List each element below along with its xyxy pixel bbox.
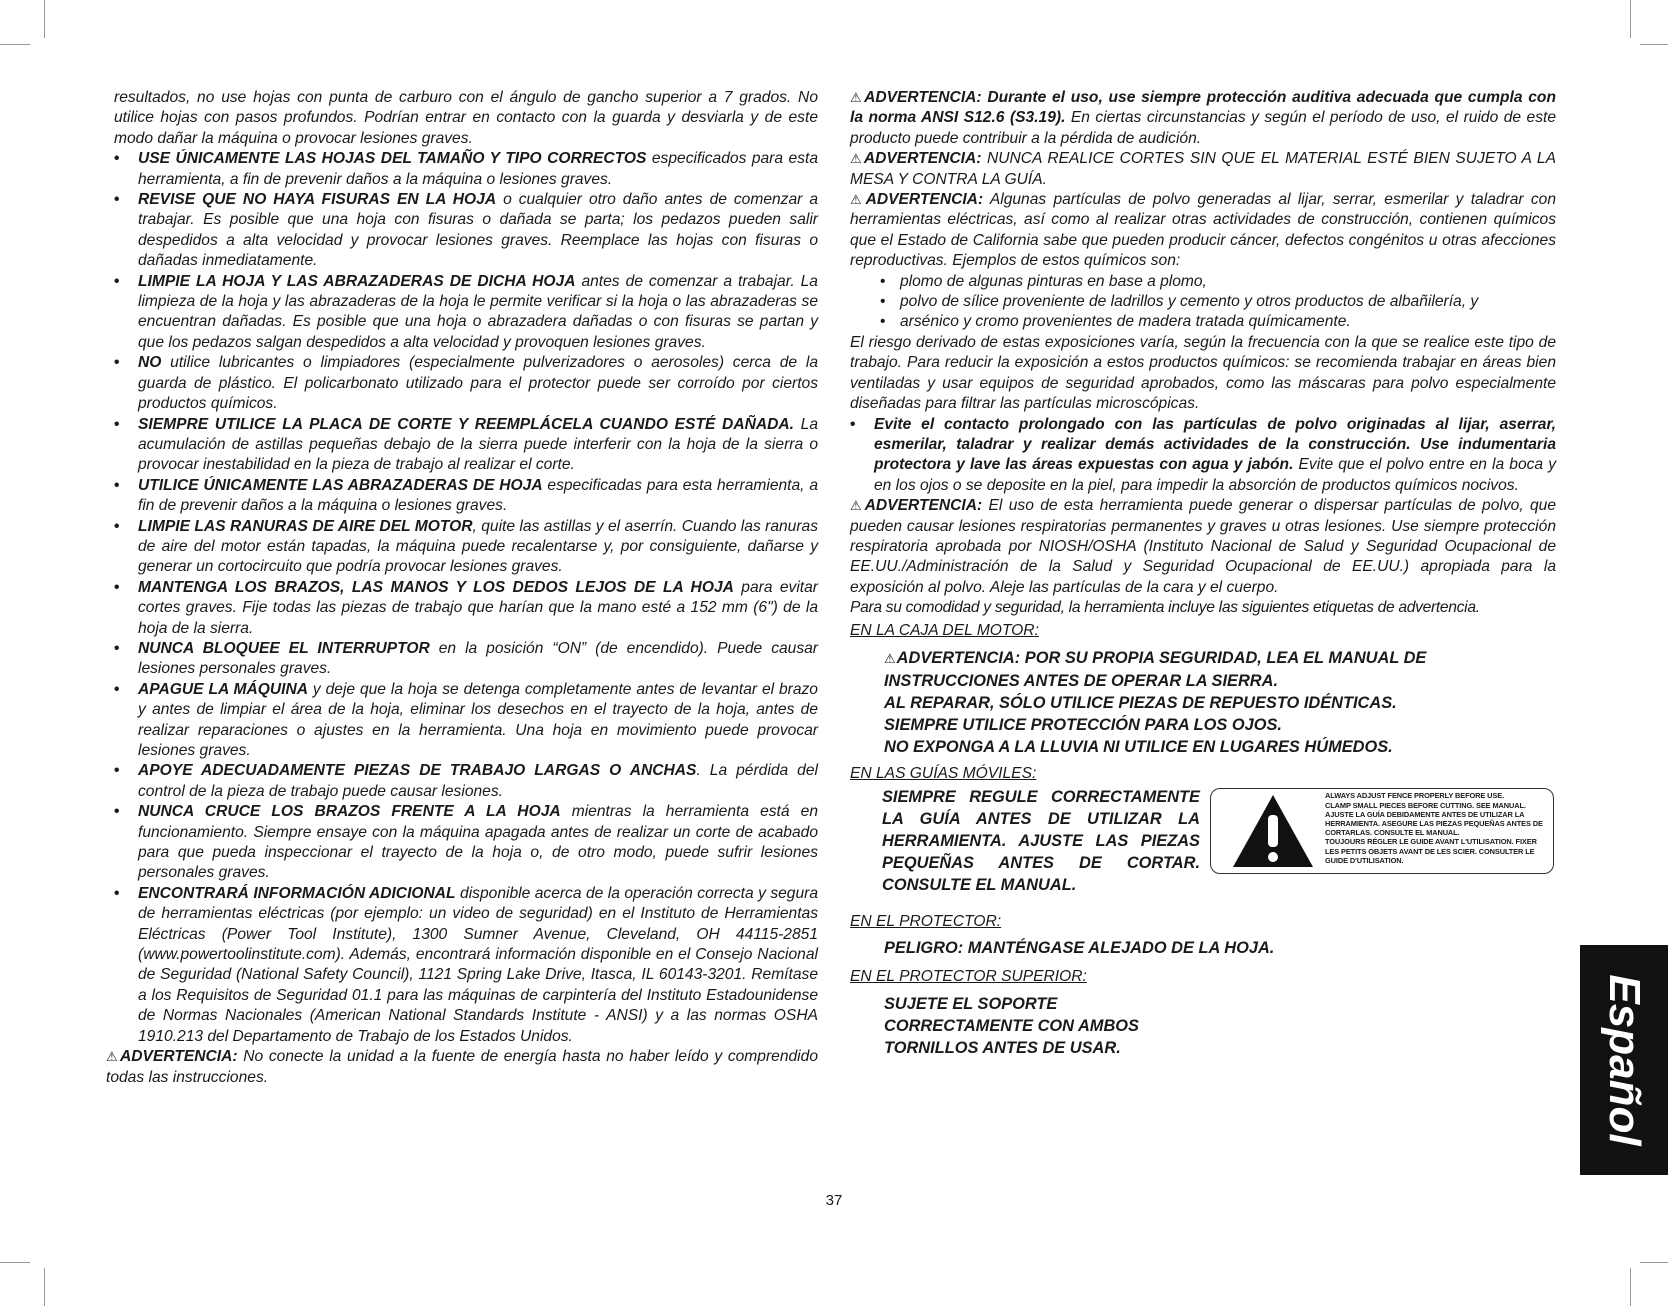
safety-bullet xyxy=(114,761,818,802)
warning-label: ADVERTENCIA: Durante el uso, use siempre protección auditiva adecuada que cumpla con la norma ANSI S12.6 (S3.19). xyxy=(850,89,1556,127)
bullet-text: en la posición “ON” (de encendido). Puede causar lesiones personales graves. xyxy=(138,639,818,678)
safety-bullet xyxy=(114,415,818,476)
page-number: 37 xyxy=(825,1192,843,1209)
sliding-fences-heading: EN LAS GUÍAS MÓVILES: xyxy=(850,764,1037,782)
warning-label: ADVERTENCIA: xyxy=(863,150,982,168)
safety-bullet xyxy=(114,149,818,190)
labels-intro: Para su comodidad y seguridad, la herramienta incluye las siguientes etiquetas de advertencia. xyxy=(850,599,1480,617)
crop-mark xyxy=(44,0,45,38)
crop-mark xyxy=(44,1268,45,1306)
label-line: CLAMP SMALL PIECES BEFORE CUTTING. SEE MANUAL. xyxy=(1325,800,1526,810)
warning-label: ADVERTENCIA: xyxy=(865,191,984,209)
chemical-item: • arsénico y cromo provenientes de madera tratada químicamente. xyxy=(850,312,1556,332)
safety-bullet xyxy=(114,639,818,680)
safety-bullet xyxy=(114,476,818,517)
motor-housing-heading: EN LA CAJA DEL MOTOR: xyxy=(850,621,1039,639)
bullet-text: especificados para esta herramienta, a fin de prevenir daños a la máquina o lesiones graves. xyxy=(138,150,818,188)
chemical-item: • polvo de sílice proveniente de ladrillos y cemento y otros productos de albañilería, y xyxy=(850,292,1556,312)
safety-bullet xyxy=(114,353,818,414)
warning-label: ADVERTENCIA: xyxy=(864,497,983,515)
warning-label: ADVERTENCIA: xyxy=(120,1048,238,1066)
warning-text: Algunas partículas de polvo generadas al lijar, serrar, esmerilar y taladrar con herramientas eléctricas, así como al realizar otras actividades de construcción, contienen químicos que el Estado de California sabe que pueden producir cáncer, defectos congénitos u otras afecciones reproductivas. Ejemplos de estos químicos son: xyxy=(850,191,1556,270)
warning-text: El uso de esta herramienta puede generar o dispersar partículas de polvo, que pueden causar lesiones respiratorias permanentes y graves u otras lesiones. Use siempre protección respiratoria aprobada por NIOSH/OSHA (Instituto Nacional de Salud y Seguridad Ocupacional de EE.UU./Administración de la Salud y Seguridad Ocupacional de EE.UU.) apropiada para la exposición al polvo. Aleje las partículas de la cara y el cuerpo. xyxy=(850,497,1556,596)
language-tab-label: Español xyxy=(1600,974,1649,1146)
warning-icon: ⚠ xyxy=(850,151,863,167)
right-column xyxy=(850,88,1556,1059)
material-warning xyxy=(850,149,1556,190)
final-warning xyxy=(106,1047,818,1088)
guard-label xyxy=(850,937,1556,959)
label-line: SUJETE EL SOPORTE CORRECTAMENTE CON AMBOS TORNILLOS ANTES DE USAR. xyxy=(884,995,1139,1058)
language-tab xyxy=(1580,945,1668,1175)
label-line: AL REPARAR, SÓLO UTILICE PIEZAS DE REPUESTO IDÉNTICAS. xyxy=(884,693,1397,712)
upper-guard-label xyxy=(850,993,1184,1059)
bullet-bold: ENCONTRARÁ INFORMACIÓN ADICIONAL xyxy=(138,884,456,902)
label-line: ALWAYS ADJUST FENCE PROPERLY BEFORE USE. xyxy=(1325,791,1505,801)
left-column xyxy=(106,88,819,1088)
upper-guard-heading: EN EL PROTECTOR SUPERIOR: xyxy=(850,967,1087,985)
bullet-text: , quite las astillas y el aserrín. Cuando las ranuras de aire del motor están tapadas, la máquina puede recalentarse y, por consiguiente, dañarse y generar un cortocircuito que podría provocar lesiones graves. xyxy=(138,517,819,576)
bullet-text: para evitar cortes graves. Fije todas las piezas de trabajo que harían que la mano esté a 152 mm (6") de la hoja de la sierra. xyxy=(138,578,819,637)
bullet-text: y deje que la hoja se detenga completamente antes de levantar el brazo y antes de limpiar el área de la hoja, eliminar los desechos en el trayecto de la hoja, antes de realizar reparaciones o ajustes en la herramienta. Una hoja en movimiento puede provocar lesiones graves. xyxy=(138,680,818,759)
bullet-bold: APAGUE LA MÁQUINA xyxy=(138,680,309,698)
sliding-fences-text: SIEMPRE REGULE CORRECTAMENTE LA GUÍA ANTES DE UTILIZAR LA HERRAMIENTA. AJUSTE LAS PIEZAS PEQUEÑAS ANTES DE CORTAR. CONSULTE EL MANUAL. xyxy=(882,788,1200,895)
fence-warning-label xyxy=(1210,788,1554,874)
warning-text: No conecte la unidad a la fuente de energía hasta no haber leído y comprendido todas las instrucciones. xyxy=(106,1048,818,1086)
warning-icon: ⚠ xyxy=(106,1049,120,1065)
bullet-text: o cualquier otro daño antes de comenzar a trabajar. Es posible que una hoja con fisuras o dañada se parta; los pedazos pueden salir despedidos a alta velocidad y provocar lesiones graves. Reemplace las hojas con fisuras o dañadas inmediatamente. xyxy=(138,191,818,270)
bullet-bold: SIEMPRE UTILICE LA PLACA DE CORTE Y REEMPLÁCELA CUANDO ESTÉ DAÑADA. xyxy=(138,415,794,433)
fence-warning-label-text xyxy=(1325,791,1549,865)
bullet-bold: NUNCA BLOQUEE EL INTERRUPTOR xyxy=(138,639,430,657)
bullet-bold: USE ÚNICAMENTE LAS HOJAS DEL TAMAÑO Y TIPO CORRECTOS xyxy=(138,150,647,168)
bullet-text: . La pérdida del control de la pieza de trabajo puede causar lesiones. xyxy=(138,762,818,800)
warning-text: En ciertas circunstancias y según el período de uso, el ruido de este producto puede contribuir a la pérdida de audición. xyxy=(850,109,1557,147)
respiratory-warning xyxy=(850,496,1556,598)
bullet-bold: APOYE ADECUADAMENTE PIEZAS DE TRABAJO LARGAS O ANCHAS xyxy=(138,762,697,780)
intro-paragraph: resultados, no use hojas con punta de carburo con el ángulo de gancho superior a 7 grados. No utilice hojas con pasos profundos. Podrían entrar en contacto con la guarda y desviarla y de este modo dañar la máquina o provocar lesiones graves. xyxy=(114,89,818,147)
label-line: SIEMPRE UTILICE PROTECCIÓN PARA LOS OJOS. xyxy=(884,715,1282,734)
label-line-text: ADVERTENCIA: POR SU PROPIA SEGURIDAD, LEA EL MANUAL DE INSTRUCCIONES ANTES DE OPERAR LA SIERRA. xyxy=(884,648,1427,690)
bullet-bold: MANTENGA LOS BRAZOS, LAS MANOS Y LOS DEDOS LEJOS DE LA HOJA xyxy=(138,578,734,596)
bullet-text: mientras la herramienta está en funcionamiento. Siempre ensaye con la máquina apagada antes de realizar un corte de acabado para que pueda inspeccionar el trayecto de la hoja o, de otro modo, puede sufrir lesiones personales graves. xyxy=(138,803,818,882)
bullet-bold: NO xyxy=(138,354,162,372)
label-line: TOUJOURS RÉGLER LE GUIDE AVANT L'UTILISATION. FIXER LES PETITS OBJETS AVANT DE LES SCIER. CONSULTER LE GUIDE D'UTILISATION. xyxy=(1325,837,1537,865)
motor-housing-label xyxy=(850,647,1556,758)
label-line: AJUSTE LA GUÍA DEBIDAMENTE ANTES DE UTILIZAR LA HERRAMIENTA. ASEGURE LAS PIEZAS PEQUEÑAS ANTES DE CORTARLAS. CONSULTE EL MANUAL. xyxy=(1325,809,1543,838)
safety-bullet xyxy=(114,190,818,272)
safety-bullet xyxy=(114,517,818,578)
crop-mark xyxy=(1640,44,1668,45)
safety-bullet xyxy=(114,802,818,884)
bullet-bold: NUNCA CRUCE LOS BRAZOS FRENTE A LA HOJA xyxy=(138,803,561,821)
avoid-contact-bullet xyxy=(850,415,1556,497)
sliding-fences-section xyxy=(850,786,1556,910)
bullet-bold: LIMPIE LAS RANURAS DE AIRE DEL MOTOR xyxy=(138,517,473,535)
warning-text: NUNCA REALICE CORTES SIN QUE EL MATERIAL ESTÉ BIEN SUJETO A LA MESA Y CONTRA LA GUÍA. xyxy=(850,150,1556,188)
crop-mark xyxy=(0,44,30,45)
hearing-warning xyxy=(850,88,1556,149)
guard-heading: EN EL PROTECTOR: xyxy=(850,913,1002,931)
safety-bullet xyxy=(114,680,818,762)
dust-chemical-warning xyxy=(850,190,1556,272)
bullet-bold: REVISE QUE NO HAYA FISURAS EN LA HOJA xyxy=(138,191,497,209)
safety-bullet xyxy=(114,884,818,1047)
safety-bullet xyxy=(114,272,818,354)
crop-mark xyxy=(0,1262,30,1263)
crop-mark xyxy=(1630,1268,1631,1306)
warning-icon: ⚠ xyxy=(850,192,865,208)
warning-icon: ⚠ xyxy=(850,498,864,514)
label-line: PELIGRO: MANTÉNGASE ALEJADO DE LA HOJA. xyxy=(884,938,1275,957)
bullet-text: disponible acerca de la operación correcta y segura de herramientas eléctricas (por ejemplo: un video de seguridad) en el Instituto de Herramientas Eléctricas (Power Tool Institute), 1300 Sumner Avenue, Cleveland, OH 44115-2851 (www.powertoolinstitute.com). Además, encontrará información disponible en el Consejo Nacional de Seguridad (National Safety Council), 1121 Spring Lake Drive, Itasca, IL 60143-3201. Remítase a los Requisitos de Seguridad 01.1 para las máquinas de carpintería del Instituto Estadounidense de Normas Nacionales (American National Standards Institute - ANSI) y a las normas OSHA 1910.213 del Departamento de Trabajo de los Estados Unidos. xyxy=(138,884,819,1045)
bullet-text: La acumulación de astillas pequeñas debajo de la sierra puede interferir con la hoja de la sierra o provocar inestabilidad en la pieza de trabajo al realizar el corte. xyxy=(138,415,818,474)
warning-icon: ⚠ xyxy=(850,90,864,105)
warning-triangle-icon xyxy=(1231,793,1315,869)
chemical-item: • plomo de algunas pinturas en base a plomo, xyxy=(850,272,1556,292)
safety-bullet xyxy=(114,578,818,639)
crop-mark xyxy=(1630,0,1631,38)
bullet-text: antes de comenzar a trabajar. La limpieza de la hoja y las abrazaderas de la hoja le permite verificar si la hoja o las abrazaderas se encuentran dañadas. Es posible que una hoja o abrazadera dañadas o con fisuras se partan y que los pedazos salgan despedidos a alta velocidad y provoquen lesiones graves. xyxy=(138,272,818,351)
label-line xyxy=(884,647,1556,692)
bullet-bold: LIMPIE LA HOJA Y LAS ABRAZADERAS DE DICHA HOJA xyxy=(138,272,576,290)
bullet-bold: UTILICE ÚNICAMENTE LAS ABRAZADERAS DE HOJA xyxy=(138,476,543,494)
bullet-text: especificadas para esta herramienta, a fin de prevenir daños a la máquina o lesiones graves. xyxy=(138,476,818,515)
warning-icon: ⚠ xyxy=(884,650,896,666)
bullet-bold: Evite el contacto prolongado con las partículas de polvo originadas al lijar, aserrar, esmerilar, taladrar y realizar demás actividades de la construcción. Use indumentaria protectora y lave las áreas expuestas con agua y jabón. xyxy=(874,415,1556,474)
risk-paragraph: El riesgo derivado de estas exposiciones varía, según la frecuencia con la que se realice este tipo de trabajo. Para reducir la exposición a estos productos químicos: se recomienda trabajar en áreas bien ventiladas y usar equipos de seguridad aprobados, como las máscaras para polvo especialmente diseñadas para filtrar las partículas microscópicas. xyxy=(850,333,1556,413)
label-line: NO EXPONGA A LA LLUVIA NI UTILICE EN LUGARES HÚMEDOS. xyxy=(884,737,1393,756)
crop-mark xyxy=(1640,1262,1668,1263)
bullet-text: Evite que el polvo entre en la boca y en los ojos o se deposite en la piel, para impedir la absorción de productos químicos nocivos. xyxy=(874,456,1556,494)
safety-bullet-list xyxy=(114,149,818,1047)
bullet-text: utilice lubricantes o limpiadores (especialmente pulverizadores o aerosoles) cerca de la guarda de plástico. El policarbonato utilizado para el protector puede ser corroído por ciertos productos químicos. xyxy=(138,354,818,413)
